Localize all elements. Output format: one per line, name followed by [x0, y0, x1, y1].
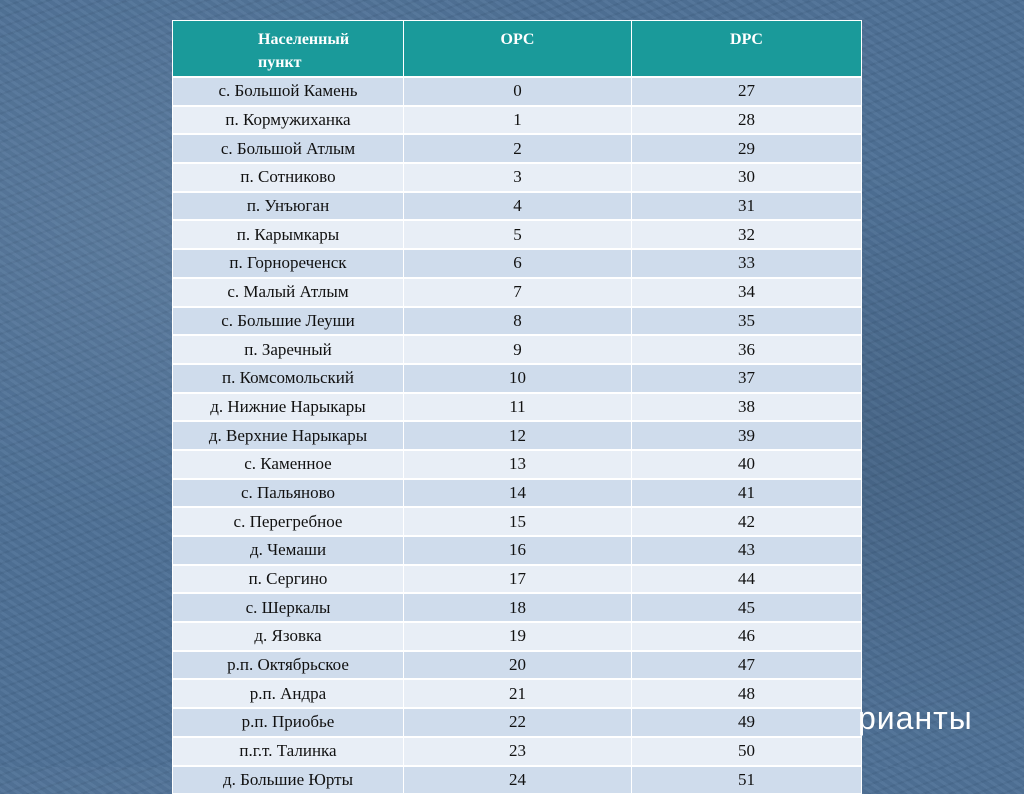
- cell-settlement: д. Чемаши: [173, 536, 404, 565]
- cell-orc: 8: [404, 307, 632, 336]
- cell-dpc: 43: [632, 536, 862, 565]
- cell-settlement: р.п. Приобье: [173, 708, 404, 737]
- cell-orc: 23: [404, 737, 632, 766]
- cell-orc: 19: [404, 622, 632, 651]
- cell-settlement: п. Комсомольский: [173, 364, 404, 393]
- table-row: [173, 77, 862, 106]
- table-row: [173, 364, 862, 393]
- cell-dpc: 47: [632, 651, 862, 680]
- cell-orc: 0: [404, 77, 632, 106]
- cell-settlement: с. Пальяново: [173, 479, 404, 508]
- table-row: [173, 106, 862, 135]
- cell-orc: 9: [404, 335, 632, 364]
- cell-orc: 12: [404, 421, 632, 450]
- cell-orc: 1: [404, 106, 632, 135]
- table-row: [173, 651, 862, 680]
- header-orc: [404, 21, 632, 78]
- cell-orc: 22: [404, 708, 632, 737]
- cell-dpc: 33: [632, 249, 862, 278]
- table-row: [173, 249, 862, 278]
- cell-settlement: с. Малый Атлым: [173, 278, 404, 307]
- cell-settlement: р.п. Октябрьское: [173, 651, 404, 680]
- cell-orc: 10: [404, 364, 632, 393]
- cell-dpc: 46: [632, 622, 862, 651]
- cell-dpc: 36: [632, 335, 862, 364]
- cell-dpc: 37: [632, 364, 862, 393]
- table-row: [173, 679, 862, 708]
- settlements-table: [172, 20, 862, 794]
- cell-settlement: с. Большие Леуши: [173, 307, 404, 336]
- table-row: [173, 450, 862, 479]
- cell-settlement: с. Перегребное: [173, 507, 404, 536]
- cell-orc: 17: [404, 565, 632, 594]
- table-row: [173, 593, 862, 622]
- cell-dpc: 50: [632, 737, 862, 766]
- header-orc-label: ОРС: [500, 31, 535, 48]
- cell-dpc: 31: [632, 192, 862, 221]
- cell-orc: 24: [404, 766, 632, 794]
- cell-orc: 14: [404, 479, 632, 508]
- cell-dpc: 41: [632, 479, 862, 508]
- cell-orc: 3: [404, 163, 632, 192]
- header-dpc: [632, 21, 862, 78]
- cell-settlement: п. Сотниково: [173, 163, 404, 192]
- cell-dpc: 44: [632, 565, 862, 594]
- table-row: [173, 622, 862, 651]
- table-row: [173, 163, 862, 192]
- cell-settlement: п. Карымкары: [173, 220, 404, 249]
- settlements-table-container: [172, 20, 861, 794]
- cell-dpc: 29: [632, 134, 862, 163]
- cell-settlement: с. Каменное: [173, 450, 404, 479]
- cell-settlement: п. Заречный: [173, 335, 404, 364]
- table-row: [173, 479, 862, 508]
- cell-dpc: 35: [632, 307, 862, 336]
- cell-settlement: д. Большие Юрты: [173, 766, 404, 794]
- header-row: [173, 21, 862, 78]
- table-row: [173, 536, 862, 565]
- cell-orc: 13: [404, 450, 632, 479]
- table-row: [173, 192, 862, 221]
- cell-dpc: 38: [632, 393, 862, 422]
- cell-settlement: р.п. Андра: [173, 679, 404, 708]
- table-row: [173, 708, 862, 737]
- cell-dpc: 49: [632, 708, 862, 737]
- cell-dpc: 28: [632, 106, 862, 135]
- cell-orc: 18: [404, 593, 632, 622]
- cell-orc: 11: [404, 393, 632, 422]
- table-row: [173, 393, 862, 422]
- table-header: [173, 21, 862, 78]
- cell-settlement: п.г.т. Талинка: [173, 737, 404, 766]
- cell-dpc: 42: [632, 507, 862, 536]
- cell-orc: 5: [404, 220, 632, 249]
- cell-dpc: 27: [632, 77, 862, 106]
- cell-settlement: п. Горнореченск: [173, 249, 404, 278]
- cell-settlement: д. Язовка: [173, 622, 404, 651]
- cell-dpc: 40: [632, 450, 862, 479]
- table-row: [173, 421, 862, 450]
- table-row: [173, 220, 862, 249]
- title-fragment: рианты: [858, 700, 973, 736]
- table-row: [173, 134, 862, 163]
- cell-orc: 15: [404, 507, 632, 536]
- cell-settlement: д. Нижние Нарыкары: [173, 393, 404, 422]
- cell-settlement: с. Шеркалы: [173, 593, 404, 622]
- table-row: [173, 737, 862, 766]
- cell-settlement: п. Сергино: [173, 565, 404, 594]
- table-row: [173, 278, 862, 307]
- table-body: [173, 77, 862, 794]
- header-dpc-label: DPC: [730, 31, 763, 48]
- cell-orc: 21: [404, 679, 632, 708]
- cell-settlement: п. Унъюган: [173, 192, 404, 221]
- table-row: [173, 507, 862, 536]
- cell-orc: 20: [404, 651, 632, 680]
- header-settlement: [173, 21, 404, 78]
- cell-dpc: 32: [632, 220, 862, 249]
- table-row: [173, 307, 862, 336]
- cell-settlement: п. Кормужиханка: [173, 106, 404, 135]
- cell-dpc: 48: [632, 679, 862, 708]
- cell-orc: 4: [404, 192, 632, 221]
- cell-orc: 2: [404, 134, 632, 163]
- table-row: [173, 766, 862, 794]
- cell-dpc: 34: [632, 278, 862, 307]
- cell-dpc: 51: [632, 766, 862, 794]
- cell-orc: 7: [404, 278, 632, 307]
- header-settlement-label: Населенный пункт: [258, 31, 350, 71]
- cell-settlement: д. Верхние Нарыкары: [173, 421, 404, 450]
- table-row: [173, 335, 862, 364]
- cell-settlement: с. Большой Атлым: [173, 134, 404, 163]
- cell-settlement: с. Большой Камень: [173, 77, 404, 106]
- cell-dpc: 39: [632, 421, 862, 450]
- cell-dpc: 45: [632, 593, 862, 622]
- cell-orc: 6: [404, 249, 632, 278]
- cell-orc: 16: [404, 536, 632, 565]
- cell-dpc: 30: [632, 163, 862, 192]
- table-row: [173, 565, 862, 594]
